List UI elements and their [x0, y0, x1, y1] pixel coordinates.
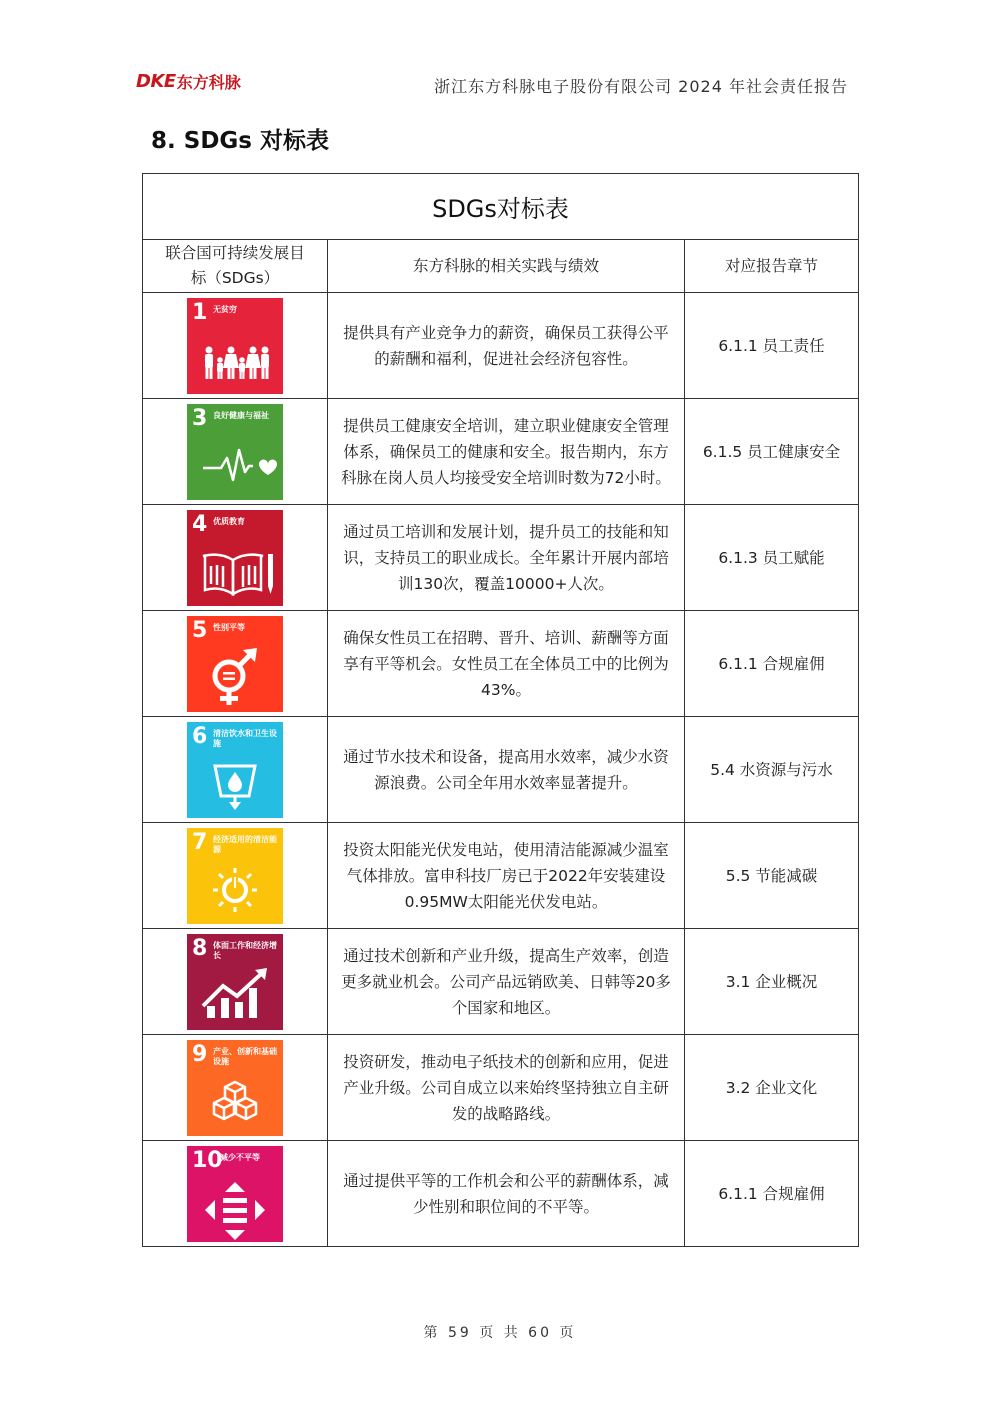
column-header-practice: 东方科脉的相关实践与绩效	[328, 240, 685, 293]
sdg-goal-cell	[143, 505, 328, 611]
sdg-tile-3	[187, 404, 283, 500]
sdg-number: 7	[192, 829, 208, 855]
chapter-cell: 6.1.1 合规雇佣	[685, 1141, 859, 1247]
sdg-number: 5	[192, 617, 208, 643]
sdg-goal-cell	[143, 1035, 328, 1141]
practice-cell: 通过技术创新和产业升级，提高生产效率，创造更多就业机会。公司产品远销欧美、日韩等20多个国家和地区。	[328, 929, 685, 1035]
table-row	[143, 399, 859, 505]
chapter-cell: 6.1.5 员工健康安全	[685, 399, 859, 505]
sdg-tile-10	[187, 1146, 283, 1242]
table-row	[143, 611, 859, 717]
sdg-tile-5	[187, 616, 283, 712]
chapter-cell: 6.1.1 合规雇佣	[685, 611, 859, 717]
sdg-tile-4	[187, 510, 283, 606]
practice-cell: 通过员工培训和发展计划，提升员工的技能和知识，支持员工的职业成长。全年累计开展内部培训130次，覆盖10000+人次。	[328, 505, 685, 611]
sdg-goal-name: 减少不平等	[220, 1152, 260, 1162]
practice-cell: 提供具有产业竞争力的薪资，确保员工获得公平的薪酬和福利，促进社会经济包容性。	[328, 293, 685, 399]
table-row	[143, 1035, 859, 1141]
sdg-goal-cell	[143, 1141, 328, 1247]
logo-chinese-text: 东方科脉	[176, 72, 241, 92]
sdg-number: 6	[192, 723, 208, 749]
report-title: 浙江东方科脉电子股份有限公司 2024 年社会责任报告	[434, 77, 848, 96]
table-row	[143, 823, 859, 929]
chapter-cell: 5.5 节能减碳	[685, 823, 859, 929]
sdg-goal-name: 性别平等	[213, 622, 245, 632]
sdg-tile-6	[187, 722, 283, 818]
company-logo	[136, 70, 241, 92]
sdg-number: 4	[192, 511, 208, 537]
practice-cell: 投资太阳能光伏发电站，使用清洁能源减少温室气体排放。富申科技厂房已于2022年安装建设0.95MW太阳能光伏发电站。	[328, 823, 685, 929]
sdg-tile-7	[187, 828, 283, 924]
sdg-goal-name: 无贫穷	[213, 304, 237, 314]
sdg-goal-cell	[143, 611, 328, 717]
sdg-number: 9	[192, 1041, 208, 1067]
sdg-goal-name: 体面工作和经济增长	[213, 940, 277, 960]
sdg-goal-cell	[143, 717, 328, 823]
logo-latin-text: DKE	[136, 70, 176, 92]
chapter-cell: 5.4 水资源与污水	[685, 717, 859, 823]
chapter-cell: 3.1 企业概况	[685, 929, 859, 1035]
sdg-goal-name: 经济适用的清洁能源	[213, 834, 277, 854]
sdg-number: 10	[192, 1147, 223, 1173]
sdg-goal-name: 良好健康与福祉	[213, 410, 269, 420]
sdg-table	[142, 173, 859, 1247]
sdg-goal-cell	[143, 293, 328, 399]
table-row	[143, 293, 859, 399]
sdg-goal-cell	[143, 929, 328, 1035]
table-row	[143, 1141, 859, 1247]
practice-cell: 投资研发，推动电子纸技术的创新和应用，促进产业升级。公司自成立以来始终坚持独立自主研发的战略路线。	[328, 1035, 685, 1141]
sdg-tile-1	[187, 298, 283, 394]
practice-cell: 确保女性员工在招聘、晋升、培训、薪酬等方面享有平等机会。女性员工在全体员工中的比例为43%。	[328, 611, 685, 717]
table-row	[143, 929, 859, 1035]
sdg-number: 8	[192, 935, 208, 961]
chapter-cell: 6.1.3 员工赋能	[685, 505, 859, 611]
sdg-tile-9	[187, 1040, 283, 1136]
column-header-sdg: 联合国可持续发展目标（SDGs）	[143, 240, 328, 293]
practice-cell: 提供员工健康安全培训，建立职业健康安全管理体系，确保员工的健康和安全。报告期内，东方科脉在岗人员人均接受安全培训时数为72小时。	[328, 399, 685, 505]
page-header	[0, 0, 1000, 100]
sdg-goal-cell	[143, 399, 328, 505]
page-footer: 第 59 页 共 60 页	[423, 1325, 577, 1341]
sdg-goal-name: 产业、创新和基础设施	[213, 1046, 277, 1066]
sdg-goal-name: 优质教育	[213, 516, 245, 526]
table-row	[143, 717, 859, 823]
sdg-tile-8	[187, 934, 283, 1030]
sdg-goal-cell	[143, 823, 328, 929]
sdg-number: 1	[192, 299, 208, 325]
sdg-goal-name: 清洁饮水和卫生设施	[213, 728, 277, 748]
practice-cell: 通过节水技术和设备，提高用水效率，减少水资源浪费。公司全年用水效率显著提升。	[328, 717, 685, 823]
practice-cell: 通过提供平等的工作机会和公平的薪酬体系，减少性别和职位间的不平等。	[328, 1141, 685, 1247]
sdg-number: 3	[192, 405, 208, 431]
chapter-cell: 3.2 企业文化	[685, 1035, 859, 1141]
chapter-cell: 6.1.1 员工责任	[685, 293, 859, 399]
section-title: 8. SDGs 对标表	[151, 128, 329, 154]
table-row	[143, 505, 859, 611]
table-title: SDGs对标表	[143, 174, 859, 240]
table-body	[143, 293, 859, 1247]
column-header-chapter: 对应报告章节	[685, 240, 859, 293]
